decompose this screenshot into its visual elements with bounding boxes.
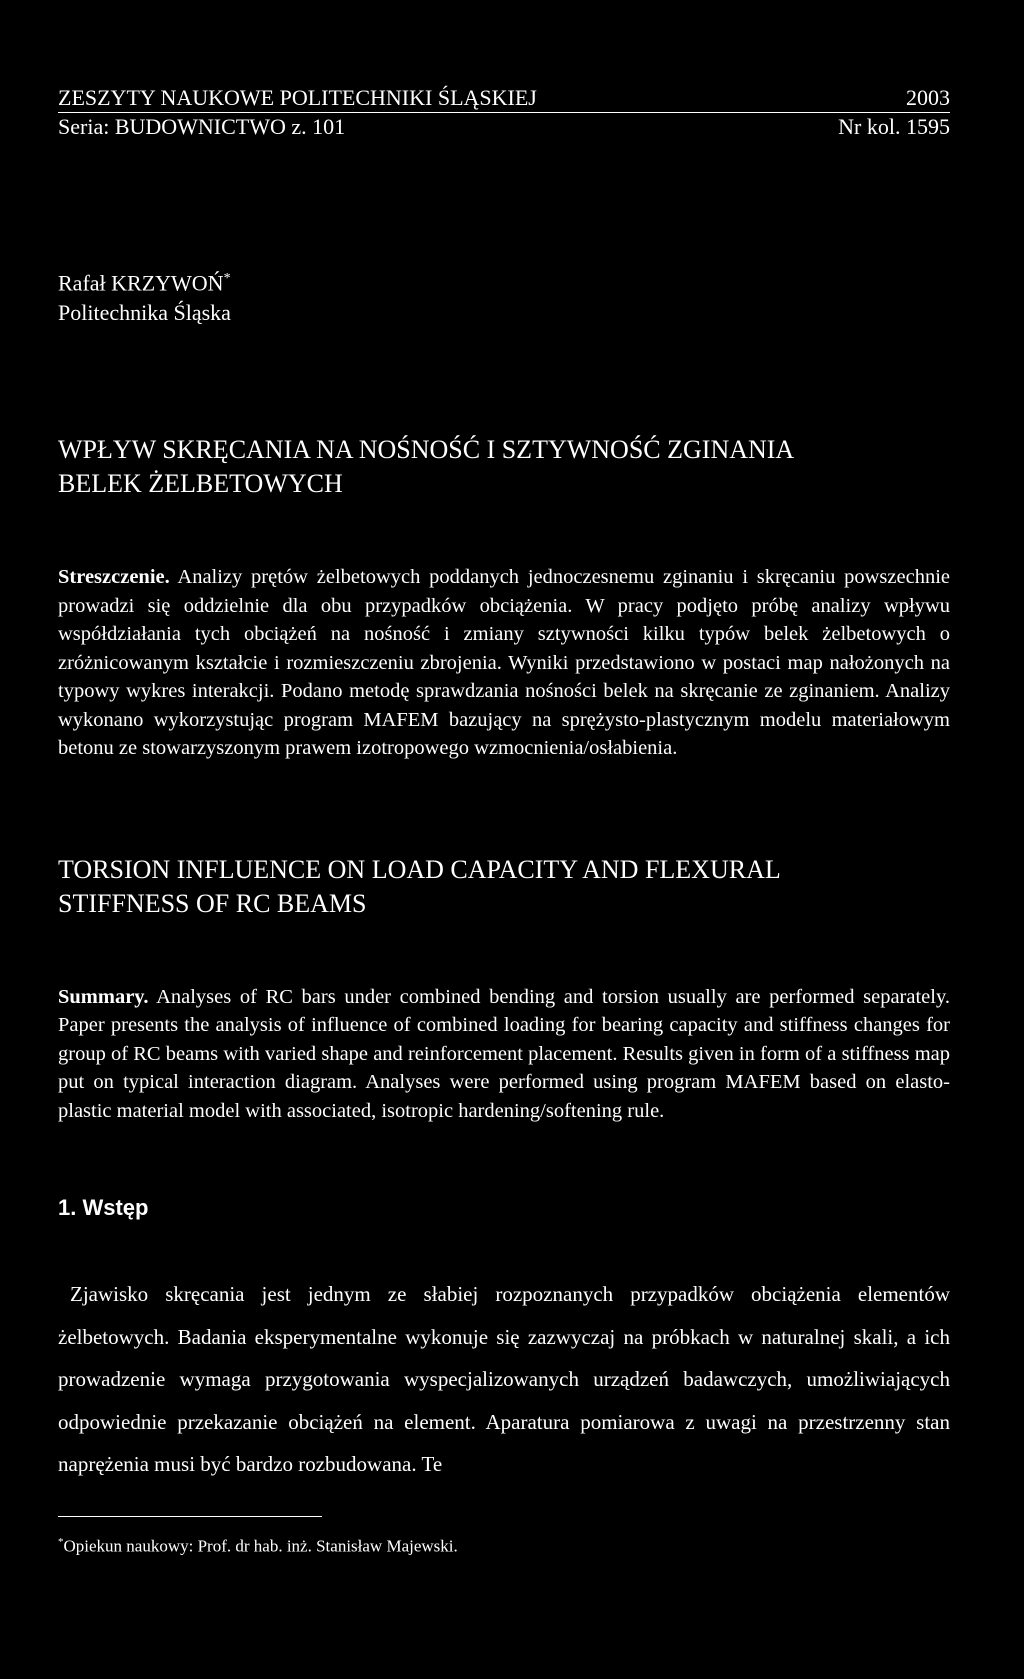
abstract-polish-label: Streszczenie. <box>58 566 170 589</box>
footnote <box>58 1531 950 1558</box>
abstract-polish <box>58 563 950 763</box>
author-block <box>58 264 950 328</box>
author-line <box>58 264 950 298</box>
series-name: Seria: BUDOWNICTWO z. 101 <box>58 114 346 139</box>
abstract-english-label: Summary. <box>58 985 149 1008</box>
footnote-text: Opiekun naukowy: Prof. dr hab. inż. Stanisław Majewski. <box>63 1536 458 1556</box>
author-affiliation: Politechnika Śląska <box>58 300 231 326</box>
issue-number: Nr kol. 1595 <box>838 114 950 139</box>
introduction-paragraph: Zjawisko skręcania jest jednym ze słabiej rozpoznanych przypadków obciążenia elementów żelbetowych. Badania eksperymentalne wykonuje się zazwyczaj na próbkach w naturalnej skali, a ich prowadzenie wymaga przygotowania wyspecjalizowanych urządzeń badawczych, umożliwiających odpowiednie przekazanie obciążeń na element. Aparatura pomiarowa z uwagi na przestrzenny stan naprężenia musi być bardzo rozbudowana. Te <box>58 1282 950 1477</box>
journal-header <box>58 84 950 113</box>
title-english <box>58 853 950 921</box>
title-english-line1: TORSION INFLUENCE ON LOAD CAPACITY AND FLEXURAL <box>58 854 781 884</box>
author-name: Rafał KRZYWOŃ <box>58 270 224 296</box>
abstract-polish-text: Analizy prętów żelbetowych poddanych jednoczesnemu zginaniu i skręcaniu powszechnie prowadzi się oddzielnie dla obu przypadków obciążenia. W pracy podjęto próbę analizy wpływu współdziałania tych obciążeń na nośność i zmiany sztywności kilku typów belek żelbetowych o zróżnicowanym kształcie i rozmieszczeniu zbrojenia. Wyniki przedstawiono w postaci map nałożonych na typowy wykres interakcji. Podano metodę sprawdzania nośności belek na skręcanie ze zginaniem. Analizy wykonano wykorzystując program MAFEM bazujący na sprężysto-plastycznym modelu materiałowym betonu ze stowarzyszonym prawem izotropowego wzmocnienia/osłabienia. <box>58 566 950 760</box>
abstract-english <box>58 983 950 1126</box>
series-header <box>58 113 950 140</box>
abstract-english-text: Analyses of RC bars under combined bending and torsion usually are performed separately. Paper presents the analysis of influence of combined loading for bearing capacity and stiffness changes for group of RC beams with varied shape and reinforcement placement. Results given in form of a stiffness map put on typical interaction diagram. Analyses were performed using program MAFEM based on elasto-plastic material model with associated, isotropic hardening/softening rule. <box>58 985 950 1122</box>
section-heading-introduction: 1. Wstęp <box>58 1195 149 1221</box>
journal-name: ZESZYTY NAUKOWE POLITECHNIKI ŚLĄSKIEJ <box>58 85 537 110</box>
title-polish <box>58 433 950 501</box>
title-polish-line1: WPŁYW SKRĘCANIA NA NOŚNOŚĆ I SZTYWNOŚĆ ZGINANIA <box>58 435 795 465</box>
footnote-mark: * <box>58 1535 64 1548</box>
journal-year: 2003 <box>906 85 950 110</box>
title-polish-line2: BELEK ŻELBETOWYCH <box>58 469 343 499</box>
author-footnote-mark: * <box>223 271 231 286</box>
paper-page <box>58 84 950 1557</box>
title-english-line2: STIFFNESS OF RC BEAMS <box>58 888 367 918</box>
footnote-divider <box>58 1516 322 1517</box>
